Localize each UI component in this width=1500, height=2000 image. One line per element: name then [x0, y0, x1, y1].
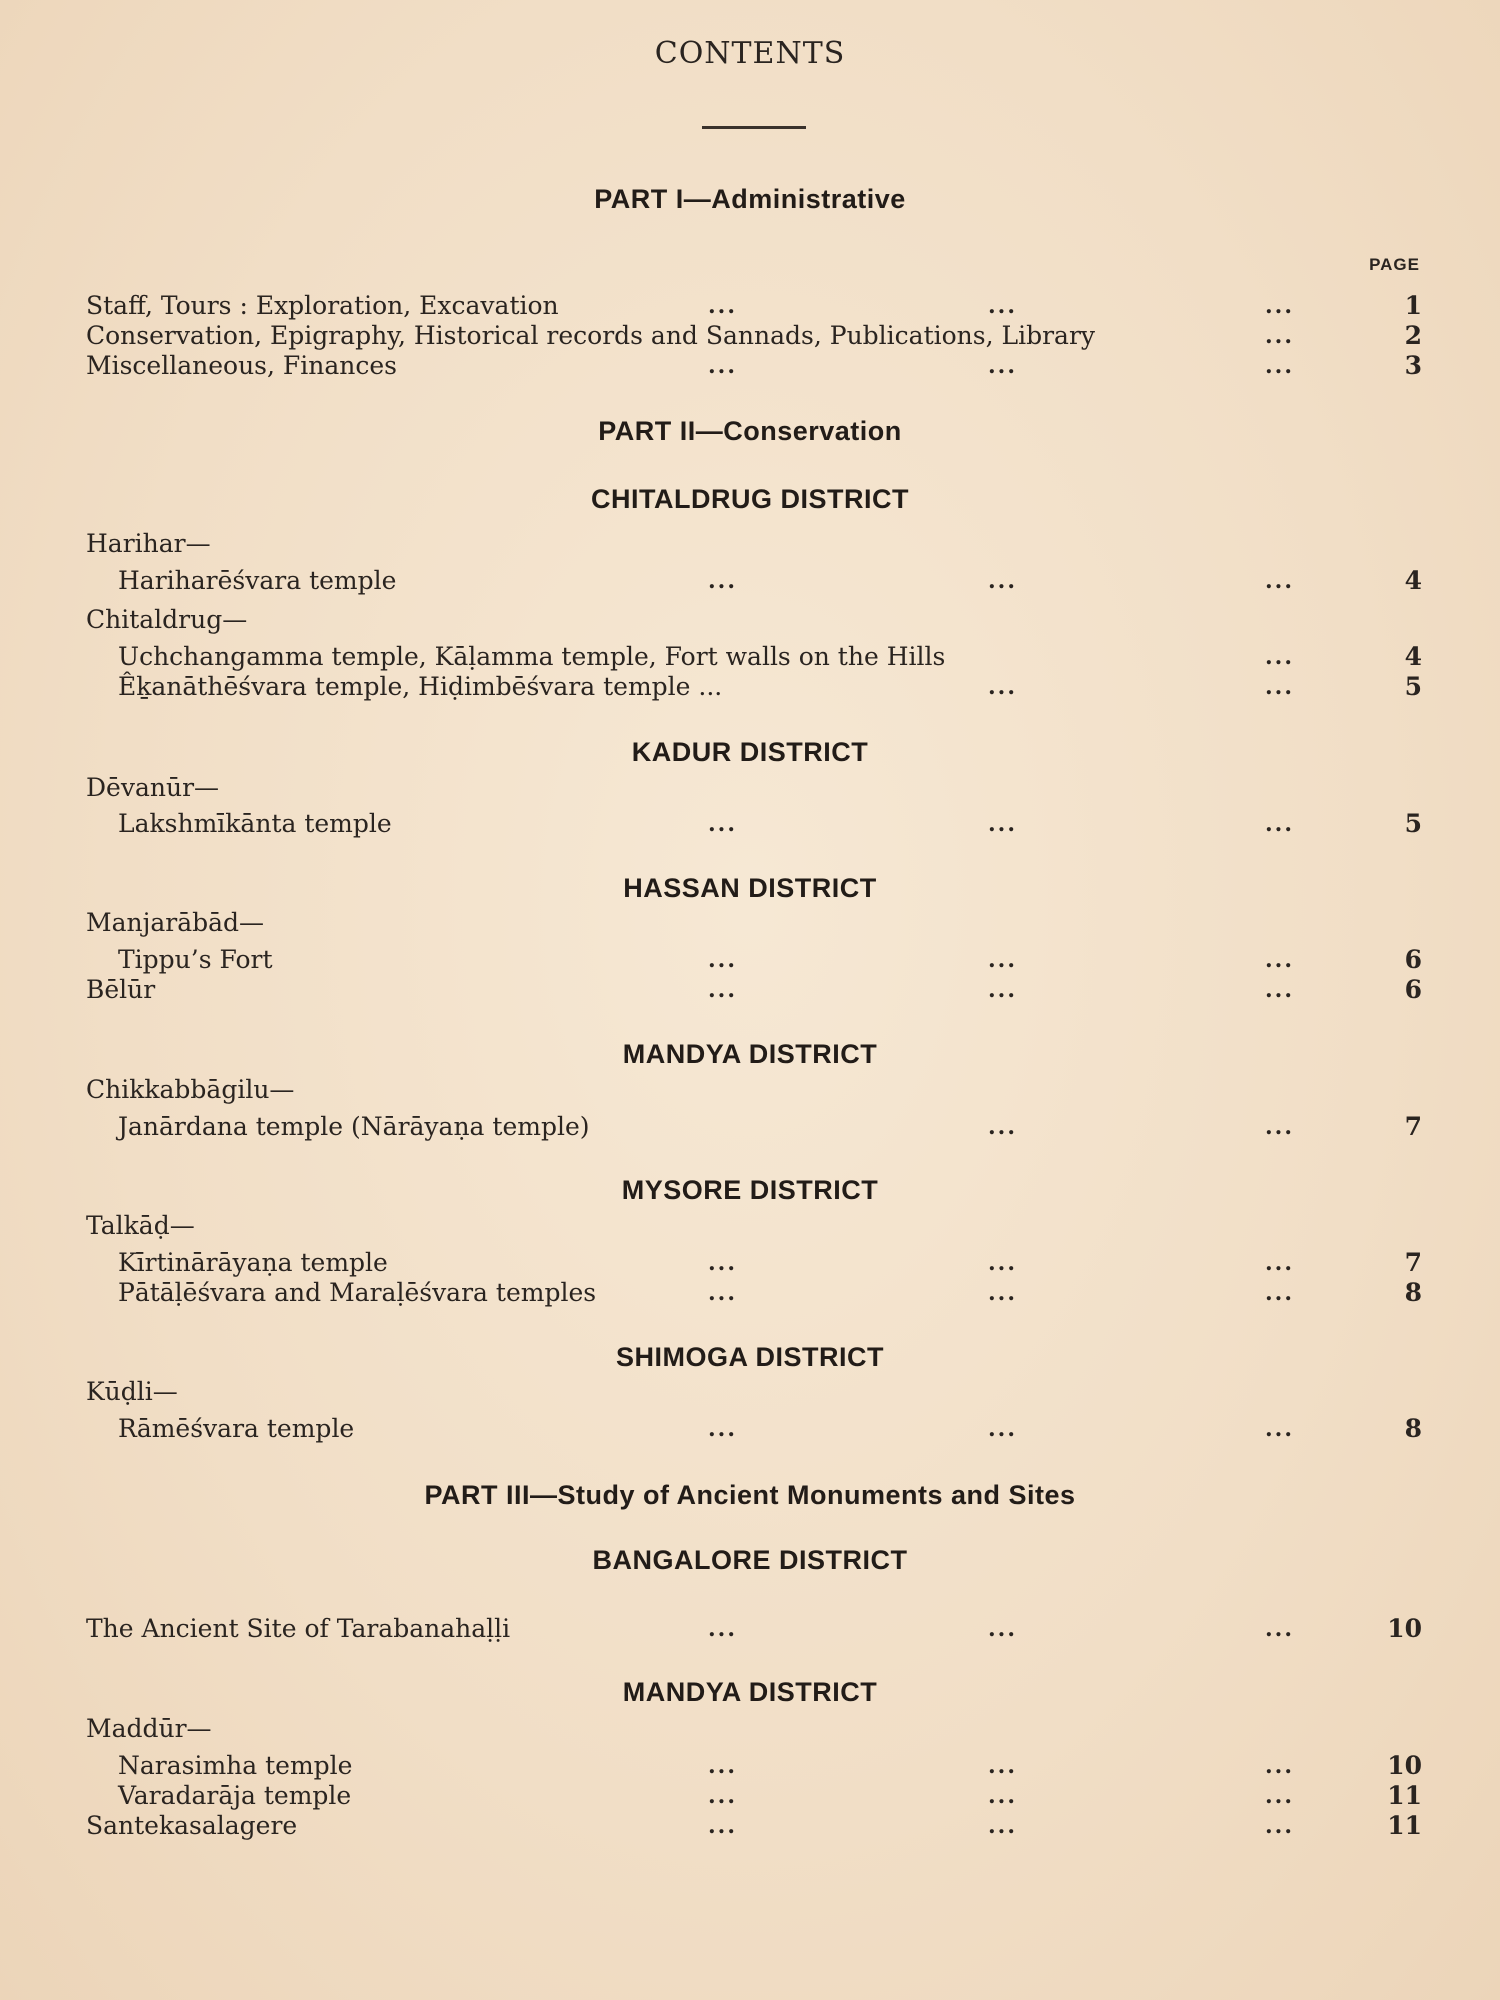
district-heading-chitaldrug: CHITALDRUG DISTRICT — [591, 484, 909, 514]
entry-title: Lakshmīkānta temple — [118, 809, 392, 838]
district-heading-bangalore: BANGALORE DISTRICT — [592, 1545, 908, 1575]
entry-page-number: 2 — [1404, 321, 1422, 350]
entry-page-number: 11 — [1387, 1781, 1422, 1810]
entry-page-number: 10 — [1387, 1751, 1422, 1780]
district-heading-kadur: KADUR DISTRICT — [631, 737, 869, 767]
leader-dots: ... — [1265, 1783, 1294, 1809]
toc-entry[interactable] — [0, 1248, 1500, 1278]
entry-page-number: 10 — [1387, 1614, 1422, 1643]
leader-dots: ... — [708, 977, 737, 1003]
leader-dots: ... — [1265, 1753, 1294, 1779]
leader-dots: ... — [988, 977, 1017, 1003]
entry-title: Êḵanāthēśvara temple, Hiḍimbēśvara temple ... — [118, 672, 723, 701]
place-heading — [0, 773, 1500, 803]
entry-title: Rāmēśvara temple — [118, 1414, 355, 1443]
toc-entry[interactable] — [0, 291, 1500, 321]
place-heading — [0, 1377, 1500, 1407]
toc-entry[interactable] — [0, 1811, 1500, 1841]
leader-dots: ... — [988, 1783, 1017, 1809]
leader-dots: ... — [1265, 1114, 1294, 1140]
leader-dots: ... — [1265, 1616, 1294, 1642]
place-heading — [0, 1211, 1500, 1241]
leader-dots: ... — [708, 568, 737, 594]
entry-title: Hariharēśvara temple — [118, 566, 397, 595]
entry-title: Santekasalagere — [86, 1811, 298, 1840]
place-heading — [0, 529, 1500, 559]
entry-title: Varadarāja temple — [118, 1781, 352, 1810]
toc-entry[interactable] — [0, 1112, 1500, 1142]
leader-dots: ... — [988, 674, 1017, 700]
leader-dots: ... — [988, 1250, 1017, 1276]
entry-page-number: 8 — [1404, 1278, 1422, 1307]
title-rule — [702, 126, 806, 129]
entry-title: Harihar— — [86, 529, 211, 558]
toc-entry[interactable] — [0, 1751, 1500, 1781]
leader-dots: ... — [1265, 568, 1294, 594]
leader-dots: ... — [988, 293, 1017, 319]
toc-entry[interactable] — [0, 321, 1500, 351]
leader-dots: ... — [988, 1753, 1017, 1779]
leader-dots: ... — [708, 353, 737, 379]
place-heading — [0, 908, 1500, 938]
place-heading — [0, 1075, 1500, 1105]
entry-title: Narasimha temple — [118, 1751, 353, 1780]
entry-title: Maddūr— — [86, 1714, 212, 1743]
leader-dots: ... — [708, 1616, 737, 1642]
entry-page-number: 1 — [1404, 291, 1422, 320]
leader-dots: ... — [988, 1813, 1017, 1839]
entry-title: Kīrtinārāyaṇa temple — [118, 1248, 388, 1277]
entry-page-number: 6 — [1404, 975, 1422, 1004]
entry-title: Staff, Tours : Exploration, Excavation — [86, 291, 559, 320]
toc-entry[interactable] — [0, 975, 1500, 1005]
leader-dots: ... — [708, 811, 737, 837]
leader-dots: ... — [708, 1753, 737, 1779]
entry-title: Talkāḍ— — [86, 1211, 195, 1240]
leader-dots: ... — [1265, 977, 1294, 1003]
toc-entry[interactable] — [0, 1278, 1500, 1308]
leader-dots: ... — [988, 947, 1017, 973]
leader-dots: ... — [988, 811, 1017, 837]
leader-dots: ... — [708, 947, 737, 973]
entry-page-number: 4 — [1404, 566, 1422, 595]
toc-entry[interactable] — [0, 642, 1500, 672]
district-heading-hassan: HASSAN DISTRICT — [623, 873, 877, 903]
entry-title: Janārdana temple (Nārāyaṇa temple) — [118, 1112, 590, 1141]
entry-title: Chikkabbāgilu— — [86, 1075, 295, 1104]
district-heading-mysore: MYSORE DISTRICT — [621, 1175, 879, 1205]
leader-dots: ... — [708, 1280, 737, 1306]
entry-page-number: 5 — [1404, 809, 1422, 838]
leader-dots: ... — [988, 1280, 1017, 1306]
entry-page-number: 7 — [1404, 1248, 1422, 1277]
page-column-label: PAGE — [1369, 255, 1420, 274]
district-heading-mandya-2: MANDYA DISTRICT — [622, 1677, 878, 1707]
entry-title: Manjarābād— — [86, 908, 265, 937]
toc-entry[interactable] — [0, 809, 1500, 839]
leader-dots: ... — [1265, 1280, 1294, 1306]
entry-title: Miscellaneous, Finances — [86, 351, 397, 380]
toc-entry[interactable] — [0, 1614, 1500, 1644]
leader-dots: ... — [708, 1250, 737, 1276]
toc-entry[interactable] — [0, 566, 1500, 596]
toc-entry[interactable] — [0, 351, 1500, 381]
leader-dots: ... — [988, 1616, 1017, 1642]
entry-page-number: 4 — [1404, 642, 1422, 671]
place-heading — [0, 605, 1500, 635]
toc-entry[interactable] — [0, 945, 1500, 975]
leader-dots: ... — [708, 1783, 737, 1809]
leader-dots: ... — [1265, 323, 1294, 349]
entry-page-number: 7 — [1404, 1112, 1422, 1141]
leader-dots: ... — [988, 1114, 1017, 1140]
entry-page-number: 11 — [1387, 1811, 1422, 1840]
district-heading-shimoga: SHIMOGA DISTRICT — [616, 1342, 884, 1372]
toc-entry[interactable] — [0, 1781, 1500, 1811]
leader-dots: ... — [1265, 1250, 1294, 1276]
entry-title: Tippu’s Fort — [118, 945, 273, 974]
leader-dots: ... — [1265, 1416, 1294, 1442]
entry-title: Pātāḷēśvara and Maraḷēśvara temples — [118, 1278, 597, 1307]
leader-dots: ... — [988, 568, 1017, 594]
entry-title: Dēvanūr— — [86, 773, 220, 802]
leader-dots: ... — [1265, 353, 1294, 379]
entry-page-number: 5 — [1404, 672, 1422, 701]
entry-page-number: 6 — [1404, 945, 1422, 974]
leader-dots: ... — [1265, 1813, 1294, 1839]
leader-dots: ... — [708, 1813, 737, 1839]
leader-dots: ... — [1265, 644, 1294, 670]
entry-title: Conservation, Epigraphy, Historical records and Sannads, Publications, Library — [86, 321, 1096, 350]
leader-dots: ... — [988, 1416, 1017, 1442]
entry-title: The Ancient Site of Tarabanahaḷḷi — [86, 1614, 511, 1643]
entry-title: Chitaldrug— — [86, 605, 248, 634]
leader-dots: ... — [988, 353, 1017, 379]
entry-title: Uchchangamma temple, Kāḷamma temple, Fort walls on the Hills — [118, 642, 946, 671]
leader-dots: ... — [708, 1416, 737, 1442]
toc-entry[interactable] — [0, 672, 1500, 702]
leader-dots: ... — [1265, 811, 1294, 837]
entry-page-number: 3 — [1404, 351, 1422, 380]
page-title: CONTENTS — [654, 36, 846, 71]
part-2-heading: PART II—Conservation — [598, 416, 902, 446]
part-1-heading: PART I—Administrative — [594, 184, 906, 214]
toc-entry[interactable] — [0, 1414, 1500, 1444]
entry-page-number: 8 — [1404, 1414, 1422, 1443]
entry-title: Bēlūr — [86, 975, 156, 1004]
leader-dots: ... — [1265, 674, 1294, 700]
leader-dots: ... — [708, 293, 737, 319]
leader-dots: ... — [1265, 947, 1294, 973]
part-3-heading: PART III—Study of Ancient Monuments and Sites — [424, 1480, 1076, 1510]
district-heading-mandya: MANDYA DISTRICT — [622, 1039, 878, 1069]
place-heading — [0, 1714, 1500, 1744]
entry-title: Kūḍli— — [86, 1377, 178, 1406]
leader-dots: ... — [1265, 293, 1294, 319]
